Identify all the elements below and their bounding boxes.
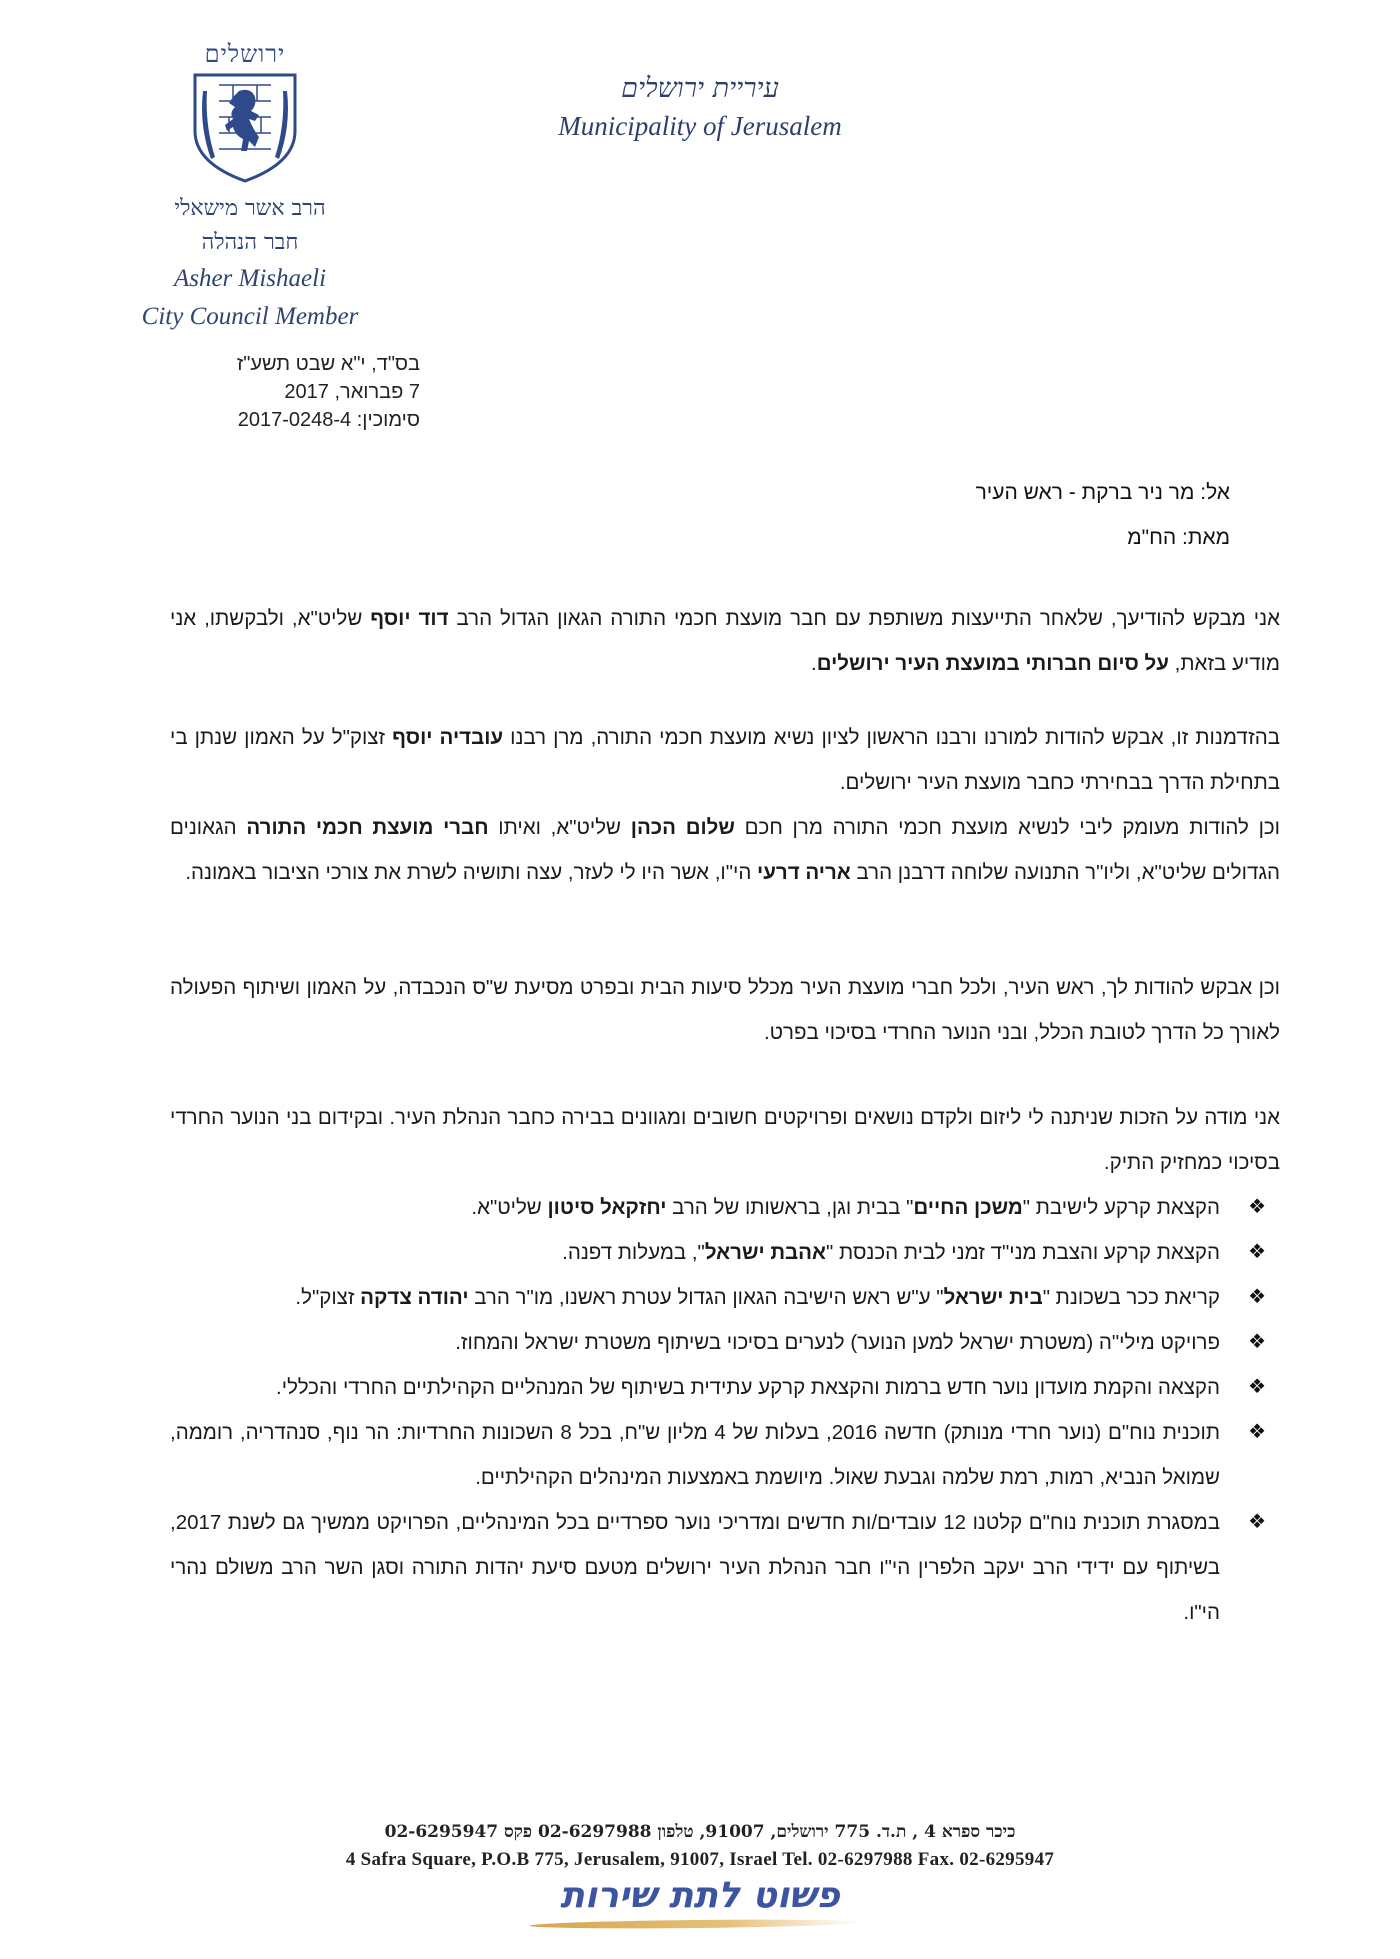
text-run: שליט"א. — [471, 1196, 548, 1219]
bold-emphasis: שלום הכהן — [630, 816, 735, 839]
text-run: . — [811, 652, 817, 675]
date-block — [180, 350, 420, 434]
jerusalem-lion-emblem-icon — [189, 71, 301, 183]
gregorian-date: 7 פברואר, 2017 — [284, 381, 420, 403]
bold-emphasis: דוד יוסף — [370, 607, 449, 630]
paragraph-achievements-intro — [170, 1095, 1280, 1185]
sender-line: מאת: הח"מ — [1127, 526, 1230, 549]
bold-emphasis: בית ישראל — [943, 1286, 1043, 1309]
text-run: קריאת ככר בשכונת " — [1042, 1286, 1220, 1309]
paragraph-thanks-mayor — [170, 965, 1280, 1055]
text-run: שליט"א, ולבקשתו, אני מודיע בזאת, — [170, 607, 1280, 675]
bold-emphasis: אריה דרעי — [757, 861, 851, 884]
paragraph-thanks-council — [170, 805, 1280, 895]
text-run: הקצאה והקמת מועדון נוער חדש ברמות והקצאת קרקע עתידית בשיתוף של המנהליים הקהילתיים החרדי והכללי. — [276, 1376, 1220, 1399]
four-diamond-bullet-icon: ❖ — [1248, 1241, 1266, 1263]
bold-emphasis: יחזקאל סיטון — [547, 1196, 667, 1219]
hebrew-date: בס"ד, י"א שבט תשע"ז — [236, 353, 420, 375]
text-run: הגאונים הגדולים שליט"א, וליו"ר התנועה שלוחה דרבנן הרב — [170, 816, 1280, 884]
sender-name-en: Asher Mishaeli — [173, 265, 327, 292]
four-diamond-bullet-icon: ❖ — [1248, 1331, 1266, 1353]
bold-emphasis: על סיום חברותי במועצת העיר ירושלים — [816, 652, 1169, 675]
bold-emphasis: אהבת ישראל — [704, 1241, 827, 1264]
bold-emphasis: חברי מועצת חכמי התורה — [246, 816, 489, 839]
text-run: פרויקט מילי"ה (משטרת ישראל למען הנוער) לנערים בסיכוי בשיתוף משטרת ישראל והמחוז. — [455, 1331, 1220, 1354]
bold-emphasis: יהודה צדקה — [360, 1286, 469, 1309]
achievements-list — [170, 1185, 1280, 1635]
list-item — [170, 1230, 1280, 1275]
jerusalem-emblem — [185, 40, 305, 183]
text-run: " ע"ש ראש הישיבה הגאון הגדול עטרת ראשנו, מו"ר הרב — [468, 1286, 944, 1309]
four-diamond-bullet-icon: ❖ — [1248, 1421, 1266, 1443]
four-diamond-bullet-icon: ❖ — [1248, 1511, 1266, 1533]
text-run: תוכנית נוח"ם (נוער חרדי מנותק) חדשה 2016, בעלות של 4 מליון ש"ח, בכל 8 השכונות החרדיות: הר נוף, סנהדריה, רוממה, שמואל הנביא, רמות, רמת שלמה וגבעת שאול. מיושמת באמצעות המינהלים הקהילתיים. — [170, 1421, 1221, 1489]
text-run: אני מבקש להודיעך, שלאחר התייעצות משותפת עם חבר מועצת חכמי התורה הגאון הגדול הרב — [448, 607, 1280, 630]
text-run: וכן אבקש להודות לך, ראש העיר, ולכל חברי מועצת העיר מכלל סיעות הבית ובפרט מסיעת ש"ס הנכבדה, על האמון ושיתוף הפעולה לאורך כל הדרך לטובת הכלל, ובני הנוער החרדי בסיכוי בפרט. — [170, 976, 1280, 1044]
list-item — [170, 1320, 1280, 1365]
footer-address-en: 4 Safra Square, P.O.B 775, Jerusalem, 91007, Israel Tel. 02-6297988 Fax. 02-6295947 — [345, 1849, 1055, 1870]
text-run: בהזדמנות זו, אבקש להודות למורנו ורבנו הראשון לציון נשיא מועצת חכמי התורה, מרן רבנו — [503, 726, 1280, 749]
slogan-swoosh-decoration — [530, 1918, 860, 1929]
addressing-block — [976, 470, 1230, 560]
sender-title-en: City Council Member — [141, 303, 359, 330]
list-item — [170, 1500, 1280, 1635]
paragraph-resignation — [170, 596, 1280, 686]
municipality-header — [540, 70, 860, 144]
sender-title-he: חבר הנהלה — [201, 230, 299, 255]
sender-name-he: הרב אשר מישאלי — [174, 196, 326, 221]
list-item — [170, 1365, 1280, 1410]
footer-slogan: פשוט לתת שירות — [560, 1875, 840, 1916]
text-run: שליט"א, ואיתו — [488, 816, 631, 839]
reference-number: סימוכין: 2017-0248-4 — [237, 409, 420, 431]
sender-block — [100, 192, 400, 336]
text-run: במסגרת תוכנית נוח"ם קלטנו 12 עובדים/ות חדשים ומדריכי נוער ספרדיים בכל המינהליים, הפרויקט ממשיך גם לשנת 2017, בשיתוף עם ידידי הרב יעקב הלפרין הי"ו חבר הנהלת העיר ירושלים מטעם סיעת יהדות התורה וסגן השר הרב משולם נהרי הי"ו. — [170, 1511, 1220, 1624]
four-diamond-bullet-icon: ❖ — [1248, 1286, 1266, 1308]
text-run: הי"ו, אשר היו לי לעזר, עצה ותושיה לשרת את צורכי הציבור באמונה. — [185, 861, 758, 884]
text-run: ", במעלות דפנה. — [562, 1241, 705, 1264]
bold-emphasis: משכן החיים — [913, 1196, 1023, 1219]
municipality-name-en: Municipality of Jerusalem — [558, 111, 842, 141]
text-run: אני מודה על הזכות שניתנה לי ליזום ולקדם נושאים ופרויקטים חשובים ומגוונים בבירה כחבר הנהלת העיר. ובקידום בני הנוער החרדי בסיכוי כמחזיק התיק. — [170, 1106, 1280, 1174]
text-run: וכן להודות מעומק ליבי לנשיא מועצת חכמי התורה מרן חכם — [734, 816, 1281, 839]
text-run: זצוק"ל על האמון שנתן בי בתחילת הדרך בבחירתי כחבר מועצת העיר ירושלים. — [170, 726, 1280, 794]
paragraph-thanks-ovadia — [170, 715, 1280, 805]
text-run: זצוק"ל. — [295, 1286, 361, 1309]
text-run: " בבית וגן, בראשותו של הרב — [666, 1196, 914, 1219]
list-item — [170, 1410, 1280, 1500]
bold-emphasis: עובדיה יוסף — [392, 726, 504, 749]
emblem-city-name: ירושלים — [204, 40, 286, 68]
four-diamond-bullet-icon: ❖ — [1248, 1376, 1266, 1398]
text-run: הקצאת קרקע והצבת מני"ד זמני לבית הכנסת " — [826, 1241, 1220, 1264]
text-run: הקצאת קרקע לישיבת " — [1022, 1196, 1220, 1219]
four-diamond-bullet-icon: ❖ — [1248, 1196, 1266, 1218]
municipality-name-he: עיריית ירושלים — [621, 73, 779, 104]
footer-address-he: כיכר ספרא 4 , ת.ד. 775 ירושלים, 91007, טלפון 02-6297988 פקס 02-6295947 — [384, 1822, 1016, 1842]
list-item — [170, 1185, 1280, 1230]
recipient-line: אל: מר ניר ברקת - ראש העיר — [975, 481, 1230, 504]
list-item — [170, 1275, 1280, 1320]
